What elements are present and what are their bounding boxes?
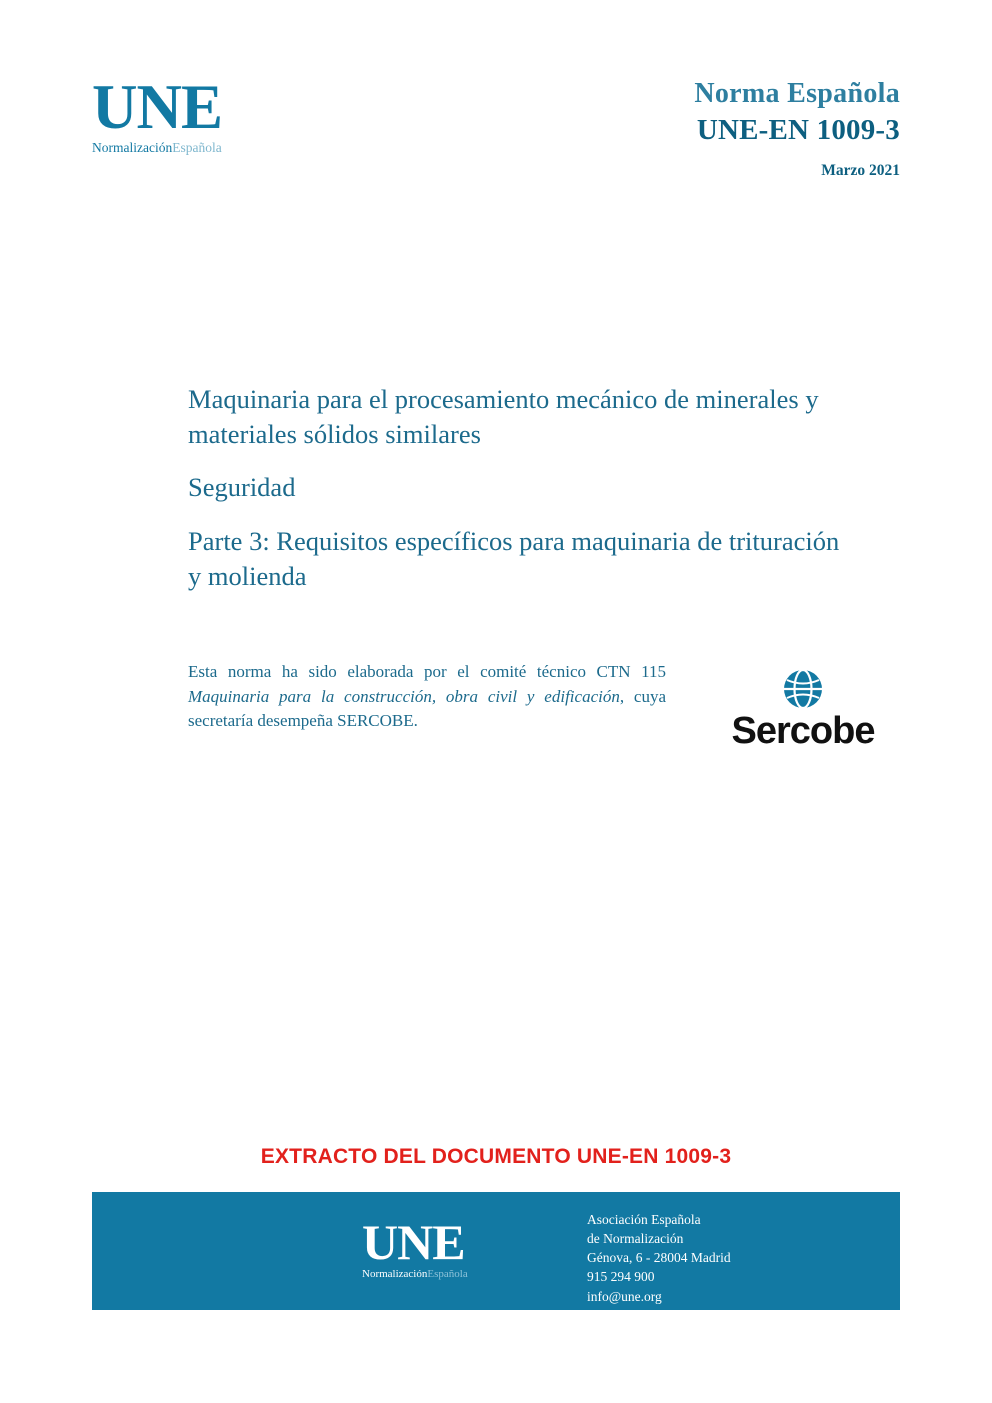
sercobe-logo [718, 668, 888, 750]
une-logo-tagline-strong: Normalización [92, 139, 173, 155]
document-title-block [188, 382, 848, 594]
standard-type-label: Norma Española [694, 78, 900, 109]
document-title: Maquinaria para el procesamiento mecánico de minerales y materiales sólidos similares [188, 384, 819, 450]
footer-une-wordmark: UNE [362, 1214, 465, 1270]
footer-website[interactable]: www.une.org [587, 1307, 660, 1323]
extract-notice: EXTRACTO DEL DOCUMENTO UNE-EN 1009-3 [260, 1145, 732, 1168]
committee-note-italic: Maquinaria para la construcción, obra civil y edificación [188, 686, 620, 706]
footer-street-address: Génova, 6 - 28004 Madrid [587, 1250, 731, 1266]
committee-note-part1: Esta norma ha sido elaborada por el comité técnico CTN 115 [188, 662, 666, 681]
une-logo-wordmark: UNE [92, 72, 223, 142]
document-footer [92, 1192, 900, 1323]
globe-icon [782, 668, 824, 710]
footer-contact-info [587, 1210, 731, 1325]
standard-identification [694, 78, 900, 180]
footer-phone: 915 294 900 [587, 1269, 655, 1285]
document-part-title: Parte 3: Requisitos específicos para maquinaria de trituración y molienda [188, 525, 840, 591]
document-header [92, 72, 900, 208]
footer-une-tagline-light: Española [427, 1267, 468, 1280]
footer-org-line1: Asociación Española [587, 1212, 701, 1227]
footer-une-tagline [362, 1268, 547, 1280]
sercobe-wordmark: Sercobe [731, 710, 875, 752]
une-logo-tagline-light: Española [172, 139, 222, 155]
footer-org-line2: de Normalización [587, 1231, 684, 1247]
footer-une-logo [362, 1214, 547, 1280]
une-logo-tagline [92, 140, 252, 156]
committee-note [188, 660, 666, 734]
footer-une-tagline-strong: Normalización [362, 1267, 428, 1280]
committee-note-part2: , cuya secretaría desempeña SERCOBE. [188, 686, 667, 731]
footer-email[interactable]: info@une.org [587, 1288, 662, 1304]
une-logo [92, 72, 252, 156]
document-subtitle: Seguridad [188, 472, 296, 503]
standard-date: Marzo 2021 [821, 162, 900, 180]
standard-code: UNE-EN 1009-3 [696, 114, 900, 147]
